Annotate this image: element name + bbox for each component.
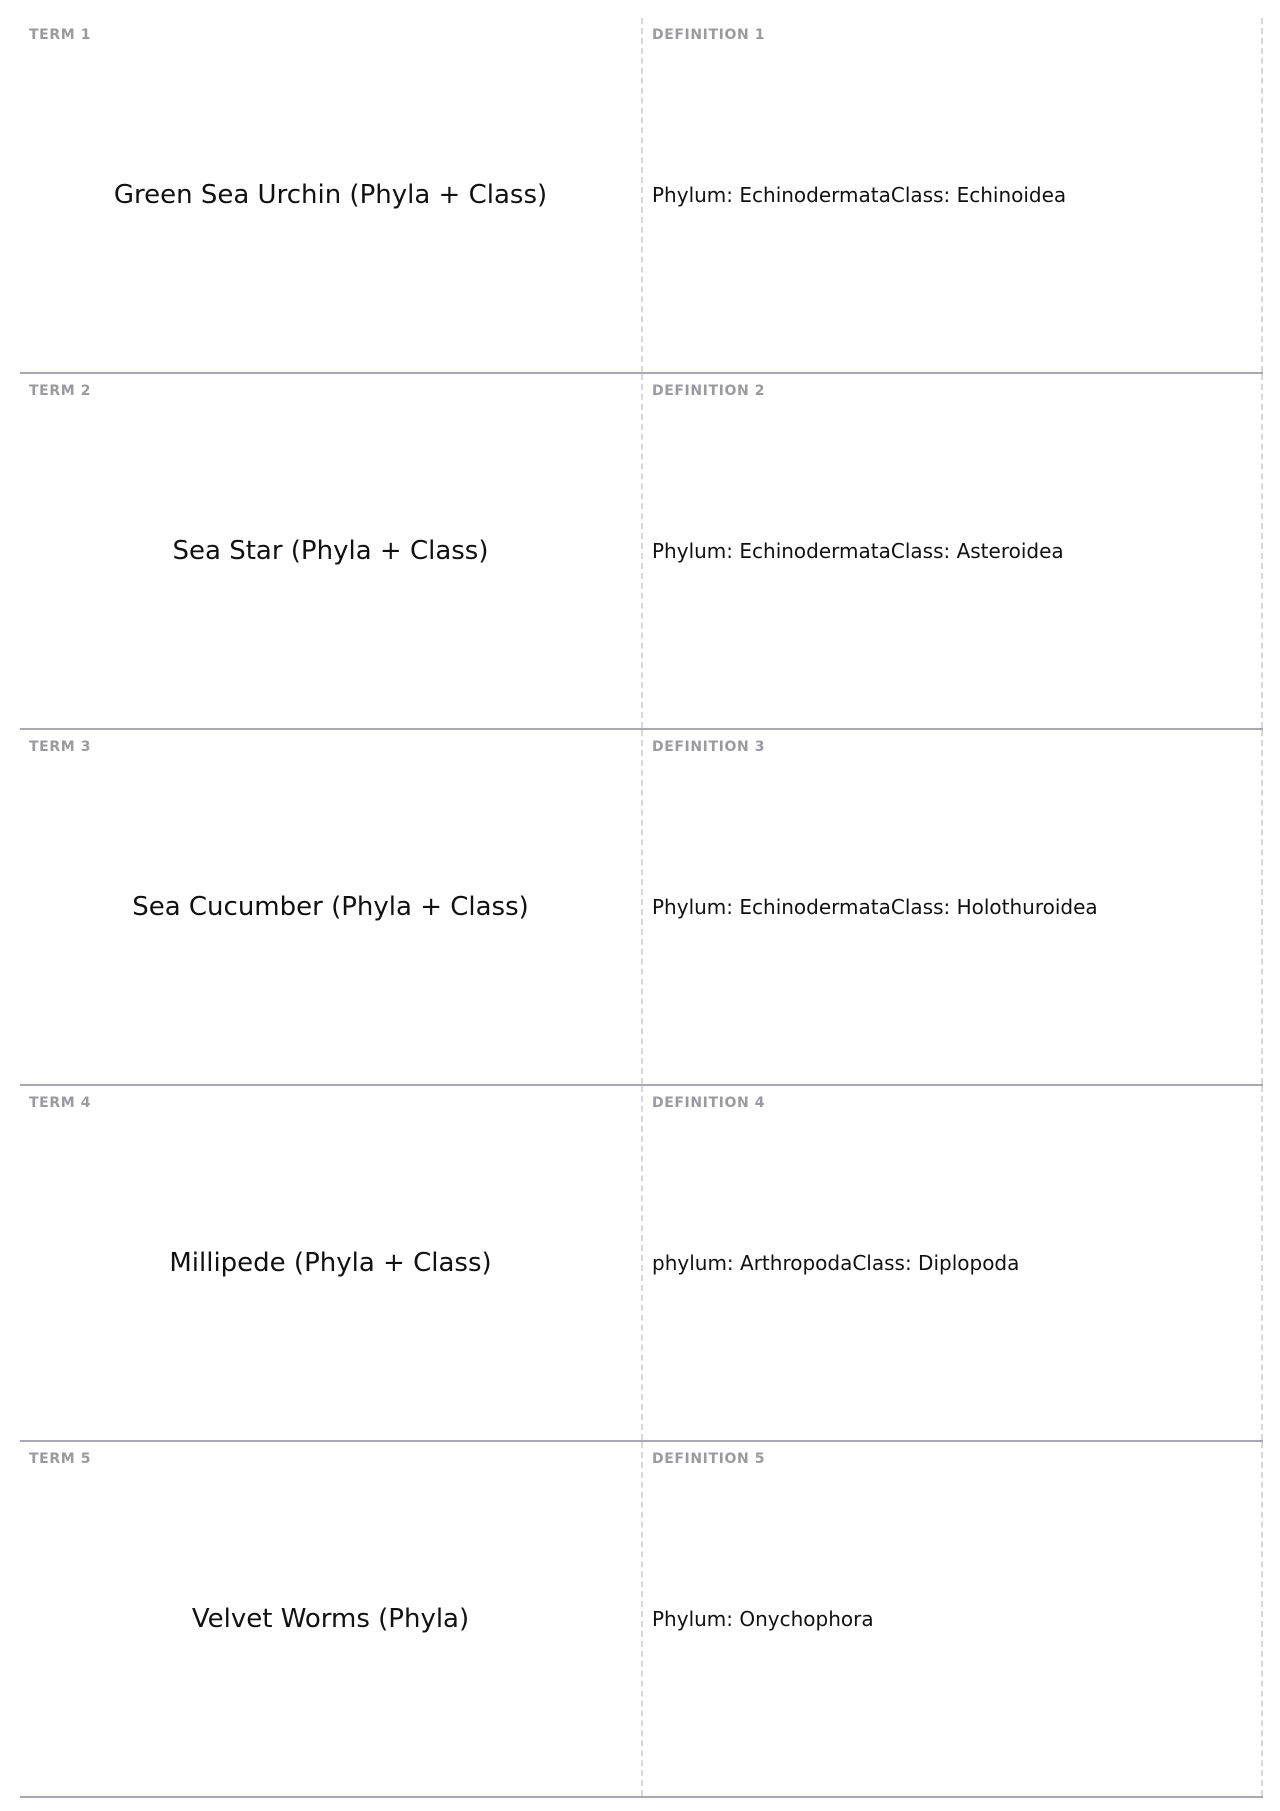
definition-text: Phylum: EchinodermataClass: Echinoidea (652, 183, 1067, 207)
term-label: TERM 1 (29, 27, 92, 43)
term-label: TERM 4 (29, 1095, 92, 1111)
definition-text: phylum: ArthropodaClass: Diplopoda (652, 1251, 1020, 1275)
definition-cell (643, 1086, 1263, 1440)
definition-text: Phylum: EchinodermataClass: Holothuroidea (652, 895, 1098, 919)
term-cell (20, 374, 643, 728)
term-text: Sea Cucumber (Phyla + Class) (132, 892, 529, 922)
definition-text: Phylum: EchinodermataClass: Asteroidea (652, 539, 1064, 563)
term-text: Sea Star (Phyla + Class) (172, 536, 489, 566)
term-cell (20, 1086, 643, 1440)
term-text: Velvet Worms (Phyla) (191, 1604, 470, 1634)
definition-text: Phylum: Onychophora (652, 1607, 874, 1631)
definition-label: DEFINITION 3 (652, 739, 766, 755)
term-label: TERM 3 (29, 739, 92, 755)
definition-cell (643, 18, 1263, 372)
term-label: TERM 2 (29, 383, 92, 399)
definition-label: DEFINITION 2 (652, 383, 766, 399)
term-label: TERM 5 (29, 1451, 92, 1467)
flashcard-row (20, 18, 1263, 374)
term-cell (20, 18, 643, 372)
definition-label: DEFINITION 4 (652, 1095, 766, 1111)
flashcard-row (20, 1086, 1263, 1442)
flashcard-row (20, 1442, 1263, 1798)
definition-cell (643, 374, 1263, 728)
flashcard-row (20, 730, 1263, 1086)
definition-cell (643, 1442, 1263, 1796)
term-cell (20, 1442, 643, 1796)
flashcard-row (20, 374, 1263, 730)
definition-label: DEFINITION 5 (652, 1451, 766, 1467)
definition-cell (643, 730, 1263, 1084)
term-cell (20, 730, 643, 1084)
term-text: Green Sea Urchin (Phyla + Class) (113, 180, 548, 210)
term-text: Millipede (Phyla + Class) (169, 1248, 492, 1278)
flashcard-sheet (20, 18, 1263, 1798)
definition-label: DEFINITION 1 (652, 27, 766, 43)
